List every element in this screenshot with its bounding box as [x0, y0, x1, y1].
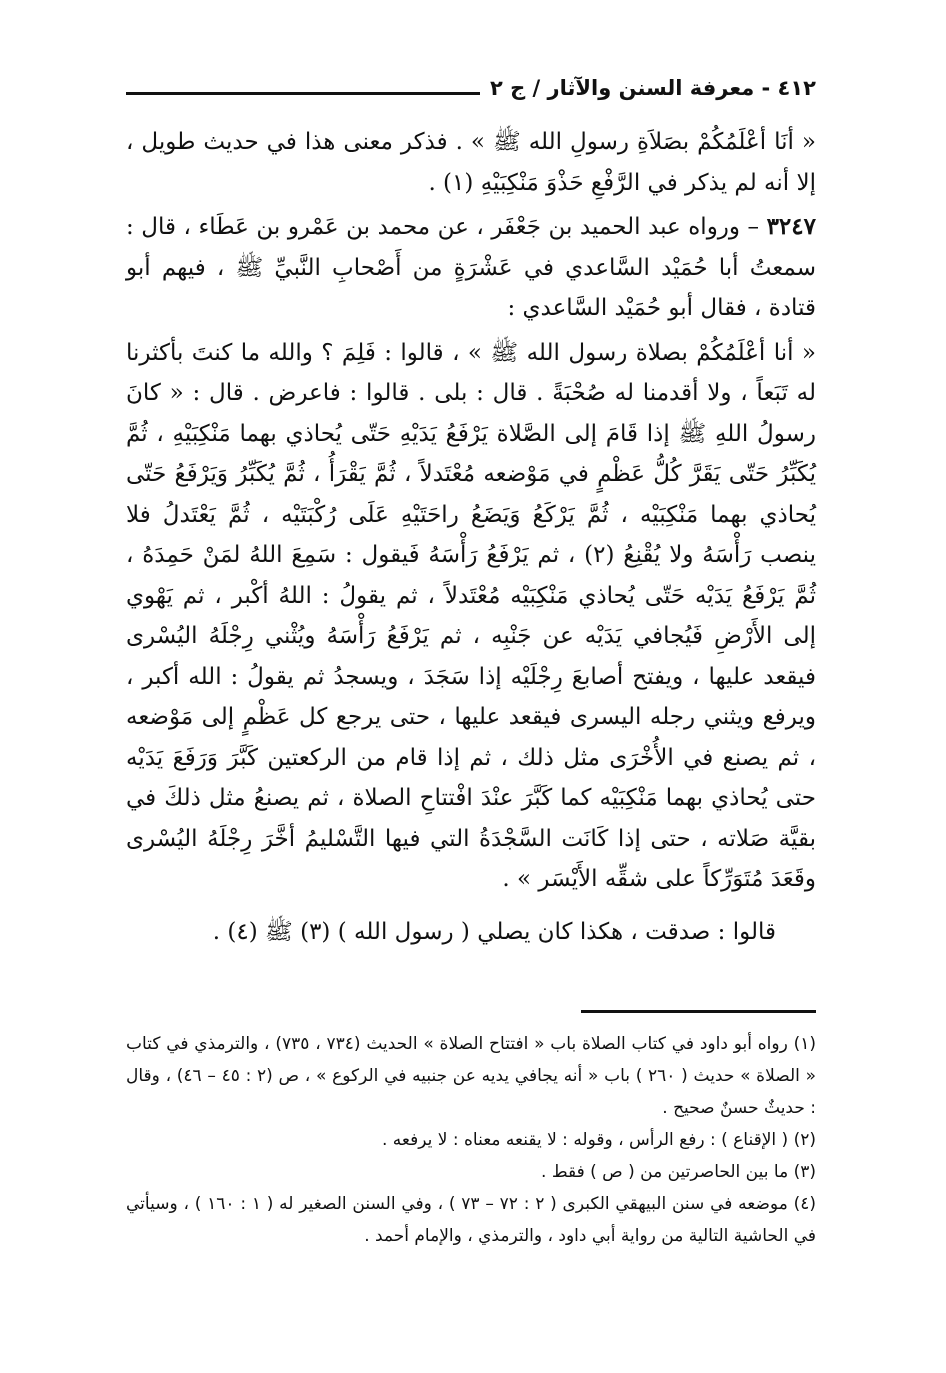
- paragraph-4: قالوا : صدقت ، هكذا كان يصلي ( رسول الله ) (٣) ﷺ (٤) .: [212, 918, 776, 945]
- footnote-2: (٢) ( الإقناع ) : رفع الرأس ، وقوله : لا يقنعه معناه : لا يرفعه .: [381, 1130, 816, 1150]
- hadith-number: ٣٢٤٧: [766, 213, 816, 240]
- footnotes: [126, 1028, 816, 1252]
- footnote-3: (٣) ما بين الحاصرتين من ( ص ) فقط .: [541, 1162, 816, 1182]
- footnote-1: (١) رواه أبو داود في كتاب الصلاة باب « افتتاح الصلاة » الحديث (٧٣٤ ، ٧٣٥) ، والترمذي في كتاب « الصلاة » حديث ( ٢٦٠ ) باب « أنه يجافي يديه عن جنبيه في الركوع » ، ص (٢ : ٤٥ – ٤٦) ، وقال : حديثٌ حسنٌ صحيح .: [126, 1034, 816, 1118]
- running-head-title: ٤١٢ - معرفة السنن والآثار / ج ٢: [489, 76, 816, 100]
- header-rule: [126, 92, 480, 95]
- paragraph-1: « أنَا أعْلَمُكُمْ بصَلاَةِ رسولِ الله ﷺ » . فذكر معنى هذا في حديث طويل ، إلا أنه لم يذكر في الرَّفْعِ حَذْوَ مَنْكِبَيْهِ (١) .: [126, 129, 816, 196]
- paragraph-2-text: – ورواه عبد الحميد بن جَعْفَر ، عن محمد بن عَمْرو بن عَطَاء ، قال : سمعتُ أبا حُمَيْد السَّاعدي في عَشْرَةٍ من أَصْحابِ النَّبيِّ ﷺ ، فيهم أبو قتادة ، فقال أبو حُمَيْد السَّاعدي :: [126, 214, 816, 321]
- main-text: [126, 122, 816, 964]
- footnote-separator: [581, 1010, 816, 1013]
- paragraph-hadith-3247: [126, 207, 816, 329]
- running-head: [126, 70, 816, 106]
- footnote-4: (٤) موضعه في سنن البيهقي الكبرى ( ٢ : ٧٢ – ٧٣ ) ، وفي السنن الصغير له ( ١ : ١٦٠ ) ، وسيأتي في الحاشية التالية من رواية أبي داود ، والترمذي ، والإمام أحمد .: [126, 1194, 816, 1246]
- paragraph-3: « أنا أعْلَمُكُمْ بصلاة رسول الله ﷺ » ، قالوا : فَلِمَ ؟ والله ما كنتَ بأكثرنا له تَبَعاً ، ولا أقدمنا له صُحْبَةً . قال : بلى . قالوا : فاعرض . قال : « كانَ رسولُ اللهِ ﷺ إذا قَامَ إلى الصَّلاة يَرْفَعُ يَدَيْهِ حَتّى يُحاذي بهما مَنْكِبَيْهِ ، ثُمَّ يُكَبِّرُ حَتّى يَقَرَّ كُلُّ عَظْمٍ في مَوْضعه مُعْتَدلاً ، ثُمَّ يَقْرَأُ ، ثُمَّ يُكَبِّرُ وَيَرْفَعُ حَتّى يُحاذي بهما مَنْكِبَيْه ، ثُمَّ يَرْكَعُ وَيَضَعُ راحَتَيْهِ عَلَى رُكْبَتَيْه ، ثُمَّ يَعْتَدلُ فلا ينصب رَأْسَهُ ولا يُقْنِعُ (٢) ، ثم يَرْفَعُ رَأْسَهُ فَيقول : سَمِعَ اللهُ لمَنْ حَمِدَهُ ، ثُمَّ يَرْفَعُ يَدَيْه حَتّى يُحاذي مَنْكِبَيْه مُعْتَدلاً ، ثم يقولُ : اللهُ أكْبر ، ثم يَهْوي إلى الأَرْضِ فَيُجافي يَدَيْه عن جَنْبِه ، ثم يَرْفَعُ رَأْسَهُ ويُثْني رِجْلَهُ اليُسْرى فيقعد عليها ، ويفتح أصابعَ رِجْلَيْه إذا سَجَدَ ، ويسجدُ ثم يقولُ : الله أكبر ، ويرفع ويثني رجله اليسرى فيقعد عليها ، حتى يرجع كل عَظْمٍ إلى مَوْضعه ، ثم يصنع في الأُخْرَى مثل ذلك ، ثم إذا قام من الركعتين كَبَّرَ وَرَفَعَ يَدَيْه حتى يُحاذي بهما مَنْكِبَيْه كما كَبَّرَ عنْدَ افْتتاحِ الصلاة ، ثم يصنعُ مثل ذلكَ في بقيَّة صَلاته ، حتى إذا كَانَت السَّجْدَةُ التي فيها التَّسْليمُ أخَّرَ رِجْلَهُ اليُسْرى وقَعَدَ مُتَوَرِّكاً على شقِّه الأَيْسَر » .: [126, 339, 816, 892]
